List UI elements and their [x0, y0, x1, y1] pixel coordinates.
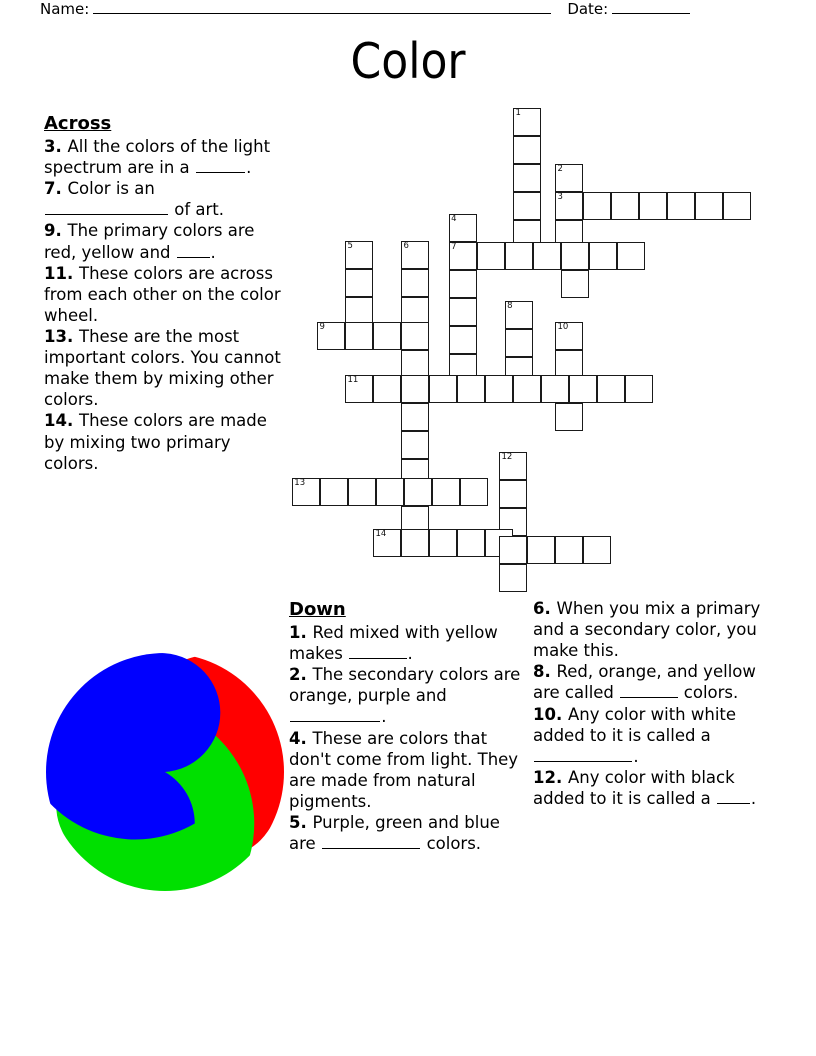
crossword-cell[interactable] — [373, 322, 401, 350]
crossword-cell[interactable] — [561, 242, 589, 270]
clue-text: When you mix a primary and a secondary color, you make this. — [533, 599, 761, 661]
crossword-cell[interactable] — [597, 375, 625, 403]
clue-text: Purple, green and blue are colors. — [289, 813, 500, 854]
down-heading: Down — [289, 599, 346, 620]
crossword-cell[interactable] — [505, 242, 533, 270]
crossword-cell[interactable] — [513, 375, 541, 403]
crossword-cell[interactable] — [449, 270, 477, 298]
crossword-cell-start-14[interactable] — [373, 529, 401, 557]
rgb-color-wheel-image — [45, 652, 285, 892]
clue-text: Color is an of art. — [44, 179, 224, 219]
crossword-cell-number: 6 — [403, 241, 409, 251]
across-heading: Across — [44, 113, 112, 134]
crossword-cell[interactable] — [429, 529, 457, 557]
crossword-cell[interactable] — [401, 529, 429, 557]
crossword-cell-start-13[interactable] — [292, 478, 320, 506]
clue-number: 2. — [289, 665, 313, 685]
clue-text: All the colors of the light spectrum are in a . — [44, 137, 271, 178]
answer-blank[interactable] — [177, 245, 210, 258]
crossword-cell[interactable] — [477, 242, 505, 270]
crossword-cell-start-5[interactable] — [345, 241, 373, 269]
date-label: Date: — [567, 0, 609, 18]
answer-blank[interactable] — [620, 685, 677, 698]
crossword-cell[interactable] — [617, 242, 645, 270]
crossword-cell[interactable] — [513, 192, 541, 220]
clue-number: 8. — [533, 662, 557, 682]
clue-item — [289, 664, 527, 727]
clue-number: 14. — [44, 411, 79, 431]
crossword-cell-start-2[interactable] — [555, 164, 583, 192]
crossword-cell[interactable] — [401, 403, 429, 431]
clue-number: 13. — [44, 327, 79, 347]
clue-number: 6. — [533, 599, 557, 618]
page-title: Color — [350, 33, 466, 90]
crossword-cell-start-8[interactable] — [505, 301, 533, 329]
clue-item — [533, 767, 773, 809]
clue-item — [533, 704, 773, 767]
down-clues-column-1 — [289, 598, 527, 854]
crossword-cell[interactable] — [373, 375, 401, 403]
answer-blank[interactable] — [45, 202, 168, 215]
crossword-cell-number: 1 — [515, 108, 521, 118]
clue-item — [289, 622, 527, 664]
down-clue-list-1 — [289, 622, 527, 854]
crossword-cell[interactable] — [345, 322, 373, 350]
clue-number: 3. — [44, 137, 68, 157]
answer-blank[interactable] — [322, 836, 420, 849]
clue-text: These are the most important colors. You cannot make them by mixing other colors. — [44, 327, 281, 410]
down-clue-list-2 — [533, 598, 773, 809]
clue-text: These are colors that don't come from light. They are made from natural pigments. — [289, 728, 519, 811]
clue-item — [44, 410, 282, 473]
clue-number: 7. — [44, 179, 68, 199]
crossword-cell-start-12[interactable] — [499, 452, 527, 480]
clue-item — [44, 178, 282, 220]
across-clues — [44, 112, 282, 474]
clue-item — [533, 598, 773, 661]
clue-text: These colors are made by mixing two primary colors. — [44, 411, 267, 473]
crossword-cell[interactable] — [589, 242, 617, 270]
clue-number: 11. — [44, 263, 79, 283]
clue-item — [289, 728, 527, 812]
crossword-cell[interactable] — [460, 478, 488, 506]
clue-item — [289, 812, 527, 854]
crossword-cell-number: 9 — [319, 322, 325, 333]
crossword-cell-number: 14 — [375, 529, 387, 540]
crossword-cell[interactable] — [401, 269, 429, 297]
crossword-cell-number: 8 — [507, 301, 513, 312]
clue-text: Red mixed with yellow makes . — [289, 623, 498, 664]
clue-number: 1. — [289, 623, 313, 643]
crossword-cell-start-3[interactable] — [555, 192, 583, 220]
crossword-cell[interactable] — [401, 297, 429, 325]
clue-text: The primary colors are red, yellow and . — [44, 221, 255, 262]
clue-text: These colors are across from each other on the color wheel. — [44, 263, 281, 325]
clue-item — [44, 263, 282, 326]
crossword-cell[interactable] — [513, 164, 541, 192]
crossword-cell-number: 11 — [347, 375, 359, 386]
crossword-cell[interactable] — [485, 375, 513, 403]
answer-blank[interactable] — [349, 646, 406, 659]
answer-blank[interactable] — [534, 749, 632, 762]
crossword-cell[interactable] — [561, 270, 589, 298]
down-clues-column-2 — [533, 598, 773, 809]
crossword-cell[interactable] — [345, 269, 373, 297]
crossword-cell[interactable] — [533, 242, 561, 270]
crossword-cell[interactable] — [401, 350, 429, 378]
crossword-cell[interactable] — [449, 298, 477, 326]
crossword-cell[interactable] — [499, 564, 527, 592]
clue-number: 9. — [44, 221, 68, 241]
crossword-cell[interactable] — [625, 375, 653, 403]
clue-number: 4. — [289, 728, 313, 748]
clue-item — [44, 326, 282, 410]
clue-item — [44, 220, 282, 262]
crossword-cell[interactable] — [320, 478, 348, 506]
crossword-cell-start-1[interactable] — [513, 108, 541, 136]
crossword-cell-start-10[interactable] — [555, 322, 583, 350]
clue-number: 5. — [289, 813, 313, 833]
crossword-cell-start-9[interactable] — [317, 322, 345, 350]
crossword-cell-start-7[interactable] — [449, 242, 477, 270]
crossword-cell[interactable] — [457, 529, 485, 557]
crossword-cell[interactable] — [555, 403, 583, 431]
crossword-cell[interactable] — [401, 431, 429, 459]
crossword-cell[interactable] — [499, 480, 527, 508]
crossword-cell[interactable] — [611, 192, 639, 220]
crossword-cell[interactable] — [345, 297, 373, 325]
clue-text: Red, orange, and yellow are called colors. — [533, 662, 756, 703]
crossword-cell[interactable] — [541, 375, 569, 403]
crossword-cell[interactable] — [499, 536, 527, 564]
crossword-cell[interactable] — [583, 536, 611, 564]
crossword-cell[interactable] — [513, 136, 541, 164]
crossword-cell[interactable] — [404, 478, 432, 506]
crossword-cell-number: 12 — [501, 452, 513, 463]
crossword-cell-start-11[interactable] — [345, 375, 373, 403]
crossword-cell-start-6[interactable] — [401, 241, 429, 269]
answer-blank[interactable] — [290, 709, 380, 722]
crossword-cell[interactable] — [401, 375, 429, 403]
crossword-cell-number: 3 — [557, 192, 563, 202]
crossword-cell[interactable] — [348, 478, 376, 506]
crossword-cell-number: 4 — [451, 214, 457, 225]
crossword-cell[interactable] — [555, 536, 583, 564]
crossword-cell[interactable] — [457, 375, 485, 403]
answer-blank[interactable] — [196, 160, 245, 173]
crossword-cell[interactable] — [555, 350, 583, 378]
crossword-cell[interactable] — [569, 375, 597, 403]
crossword-cell[interactable] — [376, 478, 404, 506]
crossword-cell[interactable] — [429, 375, 457, 403]
crossword-cell[interactable] — [723, 192, 751, 220]
crossword-cell[interactable] — [449, 326, 477, 354]
crossword-cell-number: 10 — [557, 322, 569, 333]
clue-text: Any color with white added to it is called a . — [533, 704, 737, 766]
clue-text: Any color with black added to it is called a . — [533, 767, 757, 808]
crossword-cell-number: 2 — [557, 164, 563, 174]
clue-item — [44, 136, 282, 178]
crossword-cell-number: 7 — [451, 242, 457, 253]
clue-number: 10. — [533, 704, 568, 724]
crossword-cell[interactable] — [432, 478, 460, 506]
name-label: Name: — [40, 0, 90, 18]
color-wheel-svg — [45, 652, 285, 892]
answer-blank[interactable] — [717, 791, 750, 804]
crossword-cell-number: 13 — [294, 477, 306, 488]
crossword-cell[interactable] — [639, 192, 667, 220]
clue-text: The secondary colors are orange, purple and . — [289, 665, 521, 727]
crossword-cell[interactable] — [667, 192, 695, 220]
clue-number: 12. — [533, 767, 568, 787]
clue-item — [533, 661, 773, 703]
crossword-cell[interactable] — [527, 536, 555, 564]
across-clue-list — [44, 136, 282, 474]
crossword-cell[interactable] — [695, 192, 723, 220]
crossword-cell-start-4[interactable] — [449, 214, 477, 242]
crossword-cell[interactable] — [505, 329, 533, 357]
crossword-cell[interactable] — [401, 322, 429, 350]
crossword-cell[interactable] — [583, 192, 611, 220]
crossword-cell-number: 5 — [347, 241, 353, 251]
